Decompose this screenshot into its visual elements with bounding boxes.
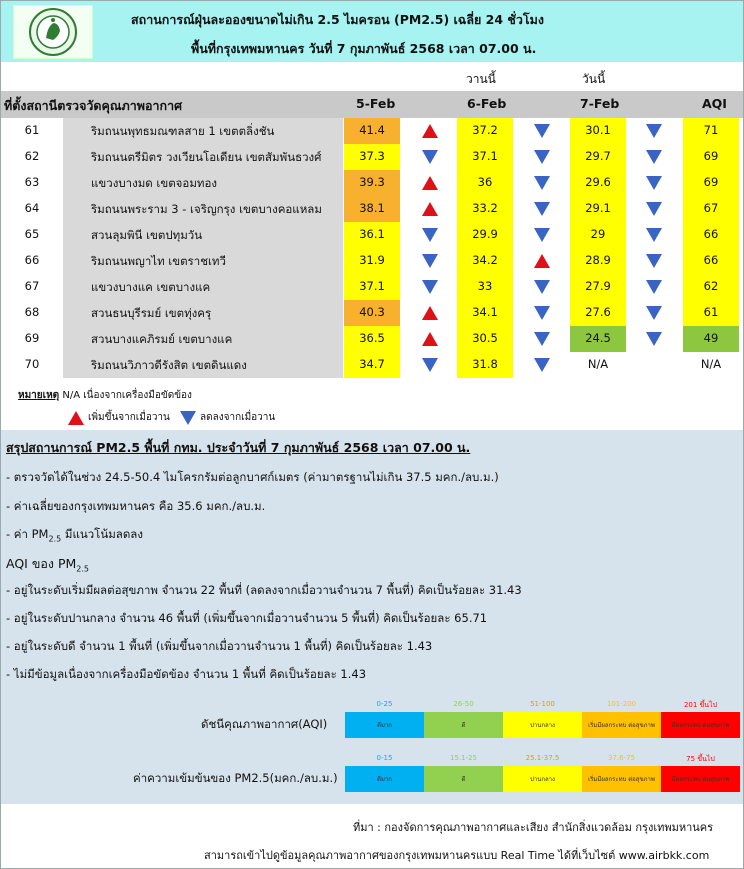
- down-triangle-icon: [420, 149, 440, 165]
- summary-panel: [1, 430, 743, 696]
- table-row: [1, 196, 743, 222]
- station-name: สวนลุมพินี เขตปทุมวัน: [63, 222, 343, 248]
- value-day3: 24.5: [570, 326, 626, 352]
- value-aqi: 62: [683, 274, 739, 300]
- table-row: [1, 144, 743, 170]
- notes: [18, 388, 192, 403]
- down-triangle-icon: [420, 253, 440, 269]
- value-day3: 29.6: [570, 170, 626, 196]
- value-aqi: 49: [683, 326, 739, 352]
- down-triangle-icon: [532, 149, 552, 165]
- trend-prefix: - ค่า PM: [6, 527, 49, 541]
- aqi-scale: [1, 696, 743, 750]
- scale-range: 37.6-75: [607, 754, 636, 762]
- value-aqi: N/A: [700, 357, 722, 371]
- station-number: 67: [24, 279, 40, 293]
- table-row: [1, 248, 743, 274]
- scale-segment: เริ่มมีผลกระทบ ต่อสุขภาพ: [582, 712, 661, 738]
- scale-range: 26-50: [453, 700, 474, 708]
- scale-segment: ปานกลาง: [503, 712, 582, 738]
- source-website: สามารถเข้าไปดูข้อมูลคุณภาพอากาศของกรุงเทพมหานครแบบ Real Time ได้ที่เว็บไซต์ www.airbkk.com: [204, 849, 710, 862]
- scale-segment: ปานกลาง: [503, 766, 582, 792]
- aqi-section-title: [6, 554, 89, 574]
- aqi-line-unhealthy: - อยู่ในระดับเริ่มมีผลต่อสุขภาพ จำนวน 22 พื้นที่ (ลดลงจากเมื่อวานจำนวน 7 พื้นที่) คิดเป็นร้อยละ 31.43: [6, 583, 522, 597]
- up-triangle-icon: [532, 253, 552, 269]
- legend-down: ลดลงจากเมื่อวาน: [200, 412, 276, 423]
- down-triangle-icon: [644, 227, 664, 243]
- value-day3: 29.1: [570, 196, 626, 222]
- value-day3: 27.6: [570, 300, 626, 326]
- table-row: [1, 118, 743, 144]
- scale-segment: มีผลกระทบ ต่อสุขภาพ: [661, 712, 740, 738]
- value-aqi: 66: [683, 248, 739, 274]
- station-name: ริมถนนตรีมิตร วงเวียนโอเดียน เขตสัมพันธวงศ์: [63, 144, 343, 170]
- source-footer: [1, 808, 743, 868]
- down-triangle-icon: [532, 123, 552, 139]
- scale-range: 75 ขึ้นไป: [686, 755, 715, 763]
- scale-range: 15.1-25: [449, 754, 478, 762]
- down-triangle-icon: [532, 305, 552, 321]
- value-day1: 38.1: [344, 196, 400, 222]
- trend-suffix: มีแนวโน้มลดลง: [61, 527, 143, 541]
- pm-scale: [1, 750, 743, 804]
- today-label: วันนี้: [582, 72, 606, 86]
- down-triangle-icon: [532, 201, 552, 217]
- value-day2: 31.8: [457, 352, 513, 378]
- down-triangle-icon: [644, 253, 664, 269]
- table-row: [1, 326, 743, 352]
- table-row: [1, 170, 743, 196]
- bma-seal-icon: [28, 7, 78, 57]
- station-name: สวนธนบุรีรมย์ เขตทุ่งครุ: [63, 300, 343, 326]
- scale-segment: มีผลกระทบ ต่อสุขภาพ: [661, 766, 740, 792]
- up-triangle-icon: [420, 201, 440, 217]
- report-subtitle: พื้นที่กรุงเทพมหานคร วันที่ 7 กุมภาพันธ์ 2568 เวลา 07.00 น.: [191, 41, 537, 56]
- source-credit: ที่มา : กองจัดการคุณภาพอากาศและเสียง สำนักสิ่งแวดล้อม กรุงเทพมหานคร: [353, 821, 714, 834]
- aqi-line-na: - ไม่มีข้อมูลเนื่องจากเครื่องมือขัดข้อง จำนวน 1 พื้นที่ คิดเป็นร้อยละ 1.43: [6, 667, 367, 681]
- table-row: [1, 222, 743, 248]
- down-triangle-icon: [420, 357, 440, 373]
- value-day3: N/A: [587, 357, 609, 371]
- down-triangle-icon: [532, 279, 552, 295]
- station-number: 69: [24, 331, 40, 345]
- down-triangle-icon: [178, 410, 198, 426]
- scale-range: 0-15: [376, 754, 393, 762]
- value-day3: 29: [570, 222, 626, 248]
- down-triangle-icon: [532, 331, 552, 347]
- aqi-scale-label: ดัชนีคุณภาพอากาศ(AQI): [201, 717, 328, 731]
- aqi-line-moderate: - อยู่ในระดับปานกลาง จำนวน 46 พื้นที่ (เพิ่มขึ้นจากเมื่อวานจำนวน 5 พื้นที่) คิดเป็นร้อยละ 65.71: [6, 611, 488, 625]
- value-aqi: 66: [683, 222, 739, 248]
- scale-range: 0-25: [376, 700, 393, 708]
- value-day2: 34.2: [457, 248, 513, 274]
- legend-up: เพิ่มขึ้นจากเมื่อวาน: [88, 412, 170, 423]
- station-name: แขวงบางแค เขตบางแค: [63, 274, 343, 300]
- notes-text: N/A เนื่องจากเครื่องมือขัดข้อง: [62, 390, 192, 401]
- col-day1: 5-Feb: [356, 96, 396, 111]
- aqi-title-prefix: AQI ของ PM: [6, 556, 77, 571]
- scale-range: 101-200: [606, 700, 637, 708]
- col-aqi: AQI: [702, 96, 727, 111]
- station-number: 63: [24, 175, 40, 189]
- value-day1: 39.3: [344, 170, 400, 196]
- station-number: 62: [24, 149, 40, 163]
- value-day1: 36.5: [344, 326, 400, 352]
- down-triangle-icon: [644, 201, 664, 217]
- up-triangle-icon: [420, 305, 440, 321]
- down-triangle-icon: [420, 227, 440, 243]
- table-row: [1, 300, 743, 326]
- down-triangle-icon: [532, 357, 552, 373]
- scale-segment: ดี: [424, 712, 503, 738]
- up-triangle-icon: [420, 175, 440, 191]
- up-triangle-icon: [420, 123, 440, 139]
- station-name: ริมถนนพระราม 3 - เจริญกรุง เขตบางคอแหลม: [63, 196, 343, 222]
- value-day2: 33: [457, 274, 513, 300]
- value-day1: 34.7: [344, 352, 400, 378]
- value-day2: 36: [457, 170, 513, 196]
- down-triangle-icon: [644, 305, 664, 321]
- value-day2: 33.2: [457, 196, 513, 222]
- col-day2: 6-Feb: [467, 96, 507, 111]
- station-number: 61: [24, 123, 40, 137]
- scale-range: 25.1-37.5: [525, 754, 560, 762]
- scale-segment: ดีมาก: [345, 766, 424, 792]
- station-number: 70: [24, 357, 40, 371]
- station-number: 65: [24, 227, 40, 241]
- down-triangle-icon: [532, 175, 552, 191]
- value-aqi: 67: [683, 196, 739, 222]
- station-name: สวนบางแคภิรมย์ เขตบางแค: [63, 326, 343, 352]
- station-name: แขวงบางมด เขตจอมทอง: [63, 170, 343, 196]
- value-aqi: 69: [683, 170, 739, 196]
- value-day2: 37.2: [457, 118, 513, 144]
- pm-scale-label: ค่าความเข้มข้นของ PM2.5(มคก./ลบ.ม.): [133, 771, 338, 785]
- up-triangle-icon: [66, 410, 86, 426]
- summary-title: สรุปสถานการณ์ PM2.5 พื้นที่ กทม. ประจำวันที่ 7 กุมภาพันธ์ 2568 เวลา 07.00 น.: [6, 440, 471, 455]
- value-day1: 41.4: [344, 118, 400, 144]
- value-aqi: 71: [683, 118, 739, 144]
- table-header: [1, 91, 743, 118]
- report-header: [1, 1, 743, 62]
- value-day1: 40.3: [344, 300, 400, 326]
- scale-range: 201 ขึ้นไป: [683, 701, 718, 709]
- value-day1: 37.3: [344, 144, 400, 170]
- value-day1: 37.1: [344, 274, 400, 300]
- station-number: 66: [24, 253, 40, 267]
- value-day2: 37.1: [457, 144, 513, 170]
- scale-segment: เริ่มมีผลกระทบ ต่อสุขภาพ: [582, 766, 661, 792]
- summary-line-range: - ตรวจวัดได้ในช่วง 24.5-50.4 ไมโครกรัมต่อลูกบาศก์เมตร (ค่ามาตรฐานไม่เกิน 37.5 มคก./ลบ.ม.): [6, 470, 499, 484]
- down-triangle-icon: [532, 227, 552, 243]
- station-name: ริมถนนพุทธมณฑลสาย 1 เขตตลิ่งชัน: [63, 118, 343, 144]
- col-station: ที่ตั้งสถานีตรวจวัดคุณภาพอากาศ: [4, 98, 183, 113]
- value-day2: 30.5: [457, 326, 513, 352]
- station-name: ริมถนนวิภาวดีรังสิต เขตดินแดง: [63, 352, 343, 378]
- down-triangle-icon: [644, 149, 664, 165]
- col-day3: 7-Feb: [580, 96, 620, 111]
- scale-range: 51-100: [530, 700, 555, 708]
- down-triangle-icon: [420, 279, 440, 295]
- station-number: 64: [24, 201, 40, 215]
- value-day2: 29.9: [457, 222, 513, 248]
- aqi-title-subscript: 2.5: [76, 564, 90, 574]
- value-aqi: 69: [683, 144, 739, 170]
- down-triangle-icon: [644, 331, 664, 347]
- value-day2: 34.1: [457, 300, 513, 326]
- value-day3: 30.1: [570, 118, 626, 144]
- station-number: 68: [24, 305, 40, 319]
- summary-line-trend: [6, 526, 143, 544]
- notes-label: หมายเหตุ: [18, 390, 60, 401]
- summary-line-average: - ค่าเฉลี่ยของกรุงเทพมหานคร คือ 35.6 มคก./ลบ.ม.: [6, 499, 266, 513]
- value-day3: 29.7: [570, 144, 626, 170]
- station-name: ริมถนนพญาไท เขตราชเทวี: [63, 248, 343, 274]
- scale-segment: ดีมาก: [345, 712, 424, 738]
- value-day1: 31.9: [344, 248, 400, 274]
- value-aqi: 61: [683, 300, 739, 326]
- yesterday-label: วานนี้: [466, 72, 496, 86]
- value-day3: 27.9: [570, 274, 626, 300]
- scale-segment: ดี: [424, 766, 503, 792]
- table-row: [1, 274, 743, 300]
- table-row: [1, 352, 743, 378]
- report-title: สถานการณ์ฝุ่นละอองขนาดไม่เกิน 2.5 ไมครอน (PM2.5) เฉลี่ย 24 ชั่วโมง: [131, 12, 544, 27]
- down-triangle-icon: [644, 123, 664, 139]
- value-day1: 36.1: [344, 222, 400, 248]
- down-triangle-icon: [644, 279, 664, 295]
- up-triangle-icon: [420, 331, 440, 347]
- value-day3: 28.9: [570, 248, 626, 274]
- aqi-line-good: - อยู่ในระดับดี จำนวน 1 พื้นที่ (เพิ่มขึ้นจากเมื่อวานจำนวน 1 พื้นที่) คิดเป็นร้อยละ 1.43: [6, 639, 433, 653]
- trend-subscript: 2.5: [48, 534, 62, 544]
- down-triangle-icon: [644, 175, 664, 191]
- bma-logo: [13, 5, 93, 59]
